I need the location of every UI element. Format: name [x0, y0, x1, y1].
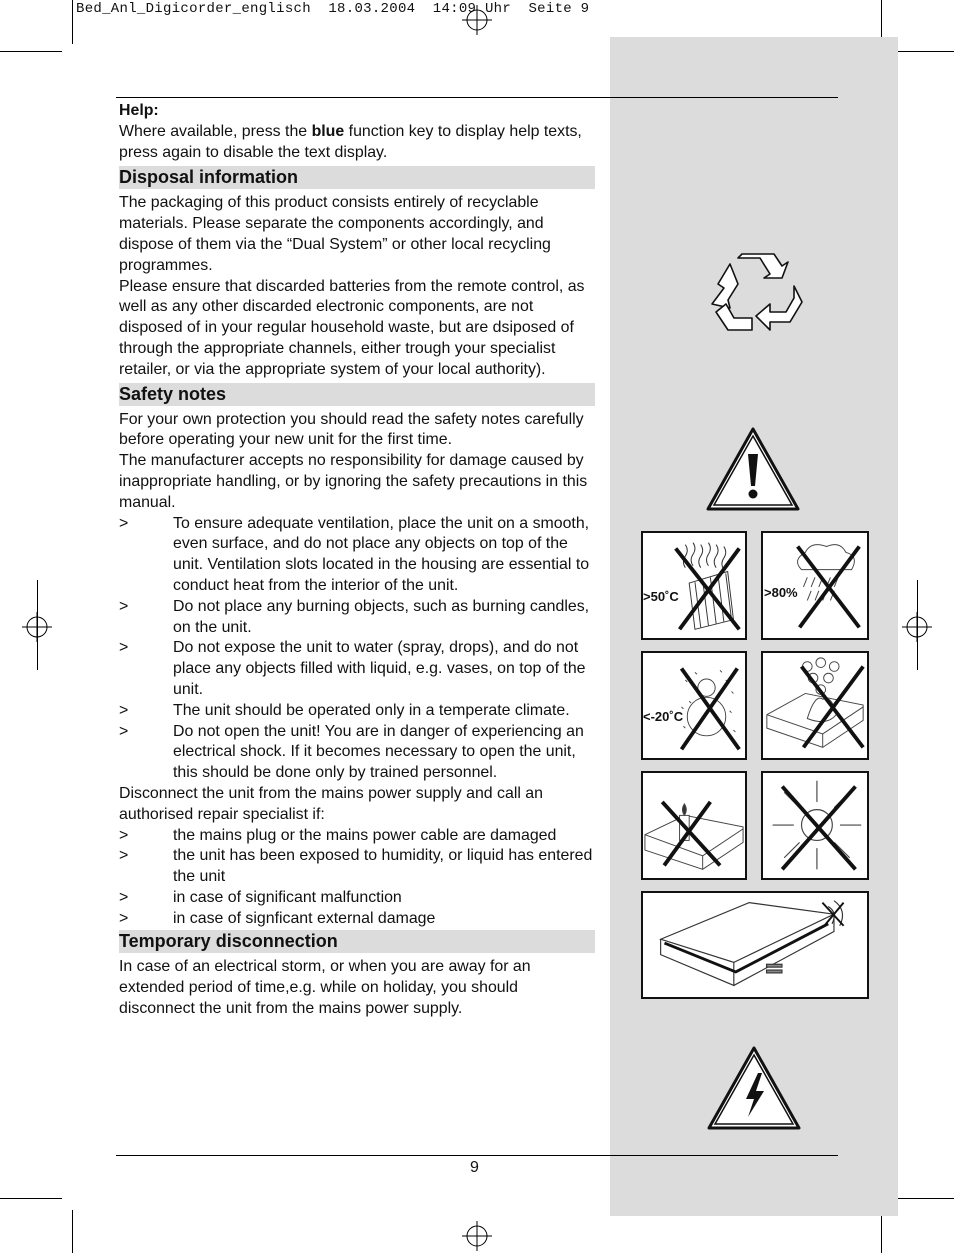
- cold-label: <-20˚C: [643, 709, 684, 724]
- temporary-paragraph: In case of an electrical storm, or when you are away for an extended period of time,e.g. while on holiday, you should disconnect the unit from the mains power supply.: [119, 958, 531, 1018]
- safety-paragraph-2: The manufacturer accepts no responsibility for damage caused by inappropriate handling, or by ignoring the safety precautions in this manual.: [119, 452, 588, 511]
- crop-mark: [892, 51, 954, 52]
- list-item: [119, 514, 595, 597]
- disposal-heading: Disposal information: [119, 166, 595, 189]
- humidity-label: >80%: [764, 585, 798, 600]
- candle-warning-box: [641, 771, 747, 880]
- help-text-start: Where available, press the: [119, 122, 312, 140]
- do-not-open-box: [641, 891, 869, 999]
- safety-paragraph-1: For your own protection you should read the safety notes carefully before operating your new unit for the first time.: [119, 410, 584, 449]
- list-marker: >: [119, 847, 129, 865]
- sunlight-warning-box: [761, 771, 869, 880]
- heat-label: >50˚C: [643, 589, 679, 604]
- bottom-rule: [116, 1155, 838, 1156]
- list-item: [119, 826, 595, 847]
- list-marker: >: [119, 514, 129, 532]
- help-text-end: function key to display help texts, press again to disable the text display.: [119, 122, 582, 161]
- safety-heading: Safety notes: [119, 383, 595, 406]
- list-item: [119, 909, 595, 930]
- list-item-text: Do not open the unit! You are in danger of experiencing an electrical shock. If it becomes necessary to open the unit, this should be done only by trained personnel.: [173, 722, 584, 782]
- crop-mark: [917, 580, 918, 670]
- temporary-heading: Temporary disconnection: [119, 930, 595, 953]
- list-item: [119, 722, 595, 784]
- list-marker: >: [119, 597, 129, 615]
- crop-mark: [892, 1198, 954, 1199]
- disposal-paragraph-1: The packaging of this product consists entirely of recyclable materials. Please separate the components accordingly, and dispose of them via the “Dual System” or other local recycling programmes.: [119, 194, 551, 274]
- crop-mark: [72, 0, 73, 44]
- recycle-icon: [708, 252, 804, 334]
- heater-icon: [643, 533, 745, 638]
- list-item-text: The unit should be operated only in a temperate climate.: [173, 701, 570, 719]
- registration-mark-icon: [462, 1221, 492, 1251]
- list-marker: >: [119, 639, 129, 657]
- cold-warning-box: [641, 651, 747, 760]
- list-marker: >: [119, 888, 129, 906]
- list-item-text: in case of signficant external damage: [173, 909, 436, 927]
- list-item: [119, 888, 595, 909]
- list-item: [119, 846, 595, 888]
- top-rule: [116, 97, 838, 98]
- crop-mark: [37, 580, 38, 670]
- list-item-text: the unit has been exposed to humidity, or liquid has entered the unit: [173, 847, 593, 886]
- list-marker: >: [119, 826, 129, 844]
- candle-on-unit-icon: [643, 773, 745, 878]
- list-item-text: To ensure adequate ventilation, place the unit on a smooth, even surface, and do not place any objects on top of the unit. Ventilation slots located in the housing are essential to conduct heat from the interior of the unit.: [173, 514, 590, 594]
- help-text: [119, 122, 595, 164]
- list-item-text: in case of significant malfunction: [173, 888, 402, 906]
- vase-on-unit-icon: [763, 653, 867, 758]
- sun-icon: [763, 773, 867, 878]
- disposal-paragraph-2: Please ensure that discarded batteries from the remote control, as well as any other discarded electronic components, are not disposed of in your regular household waste, but are dsiposed of through the appropriate channels, either trough your specialist retailer, or via the appropriate system of your local authority).: [119, 277, 585, 378]
- snowman-icon: [643, 653, 745, 758]
- list-item: [119, 638, 595, 700]
- warning-triangle-icon: [705, 426, 801, 512]
- list-item-text: Do not expose the unit to water (spray, drops), and do not place any objects filled with liquid, e.g. vases, on top of the unit.: [173, 639, 586, 698]
- slug-line: Bed_Anl_Digicorder_englisch 18.03.2004 14:09 Uhr Seite 9: [76, 1, 590, 17]
- unit-opening-icon: [643, 893, 867, 997]
- crop-mark: [72, 1210, 73, 1253]
- safety-paragraph-3: Disconnect the unit from the mains power supply and call an authorised repair specialist if:: [119, 784, 543, 823]
- crop-mark: [881, 1210, 882, 1253]
- electric-shock-icon: [706, 1045, 802, 1131]
- list-item: [119, 701, 595, 722]
- list-item-text: the mains plug or the mains power cable are damaged: [173, 826, 557, 844]
- humidity-warning-box: [761, 531, 869, 640]
- list-marker: >: [119, 701, 129, 719]
- list-marker: >: [119, 909, 129, 927]
- list-item: [119, 597, 595, 639]
- page-number: 9: [470, 1159, 479, 1176]
- text-column: [119, 101, 595, 1020]
- crop-mark: [0, 51, 62, 52]
- registration-mark-icon: [462, 5, 492, 35]
- crop-mark: [0, 1198, 62, 1199]
- heat-warning-box: [641, 531, 747, 640]
- blue-key-label: blue: [311, 122, 345, 140]
- help-heading: Help:: [119, 102, 159, 119]
- liquid-warning-box: [761, 651, 869, 760]
- list-marker: >: [119, 722, 129, 740]
- list-item-text: Do not place any burning objects, such as burning candles, on the unit.: [173, 597, 590, 636]
